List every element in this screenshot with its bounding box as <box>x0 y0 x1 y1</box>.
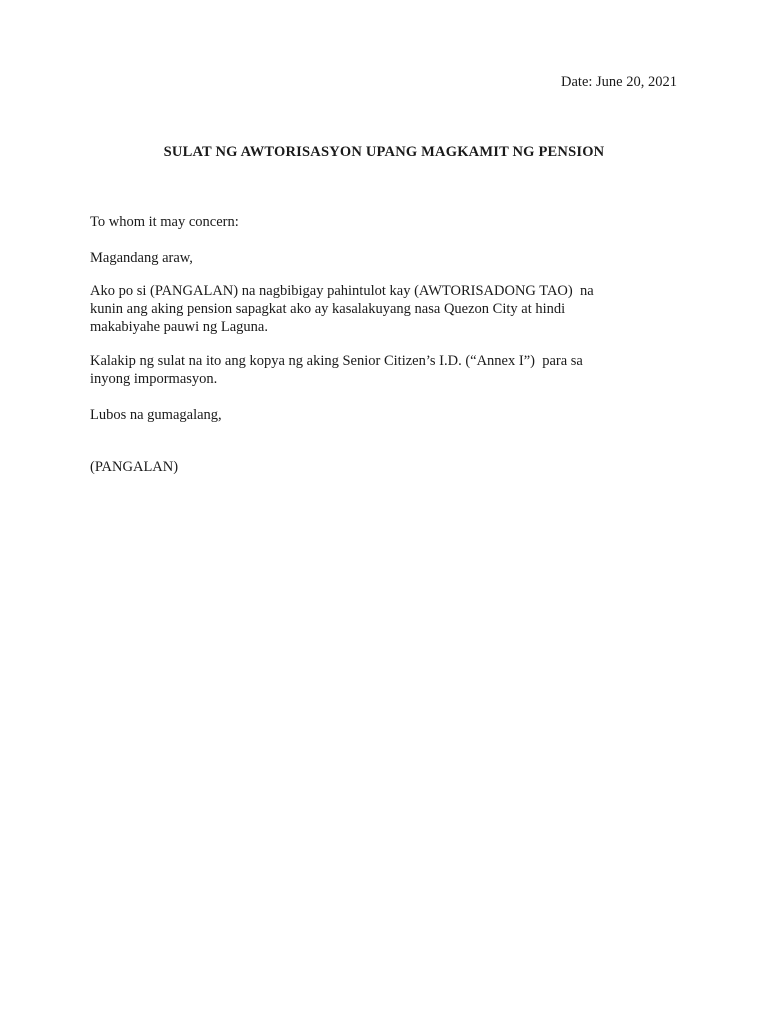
paragraph-line: Kalakip ng sulat na ito ang kopya ng aking Senior Citizen’s I.D. (“Annex I”) para sa <box>90 353 583 369</box>
salutation <box>90 213 680 231</box>
salutation-text: To whom it may concern: <box>90 214 239 230</box>
letter-title: SULAT NG AWTORISASYON UPANG MAGKAMIT NG PENSION <box>163 144 605 160</box>
paragraph-authorization <box>90 282 680 336</box>
closing-text: Lubos na gumagalang, <box>90 407 222 423</box>
paragraph-line: makabiyahe pauwi ng Laguna. <box>90 319 268 335</box>
signature-name <box>90 458 680 476</box>
signature-text: (PANGALAN) <box>90 459 179 475</box>
paragraph-line: Ako po si (PANGALAN) na nagbibigay pahintulot kay (AWTORISADONG TAO) na <box>90 283 594 299</box>
letter-date: Date: June 20, 2021 <box>561 74 677 90</box>
closing <box>90 406 680 424</box>
greeting-text: Magandang araw, <box>90 250 193 266</box>
paragraph-line: inyong impormasyon. <box>90 371 218 387</box>
paragraph-line: kunin ang aking pension sapagkat ako ay kasalakuyang nasa Quezon City at hindi <box>90 301 566 317</box>
greeting <box>90 249 680 267</box>
paragraph-attachment <box>90 352 680 388</box>
